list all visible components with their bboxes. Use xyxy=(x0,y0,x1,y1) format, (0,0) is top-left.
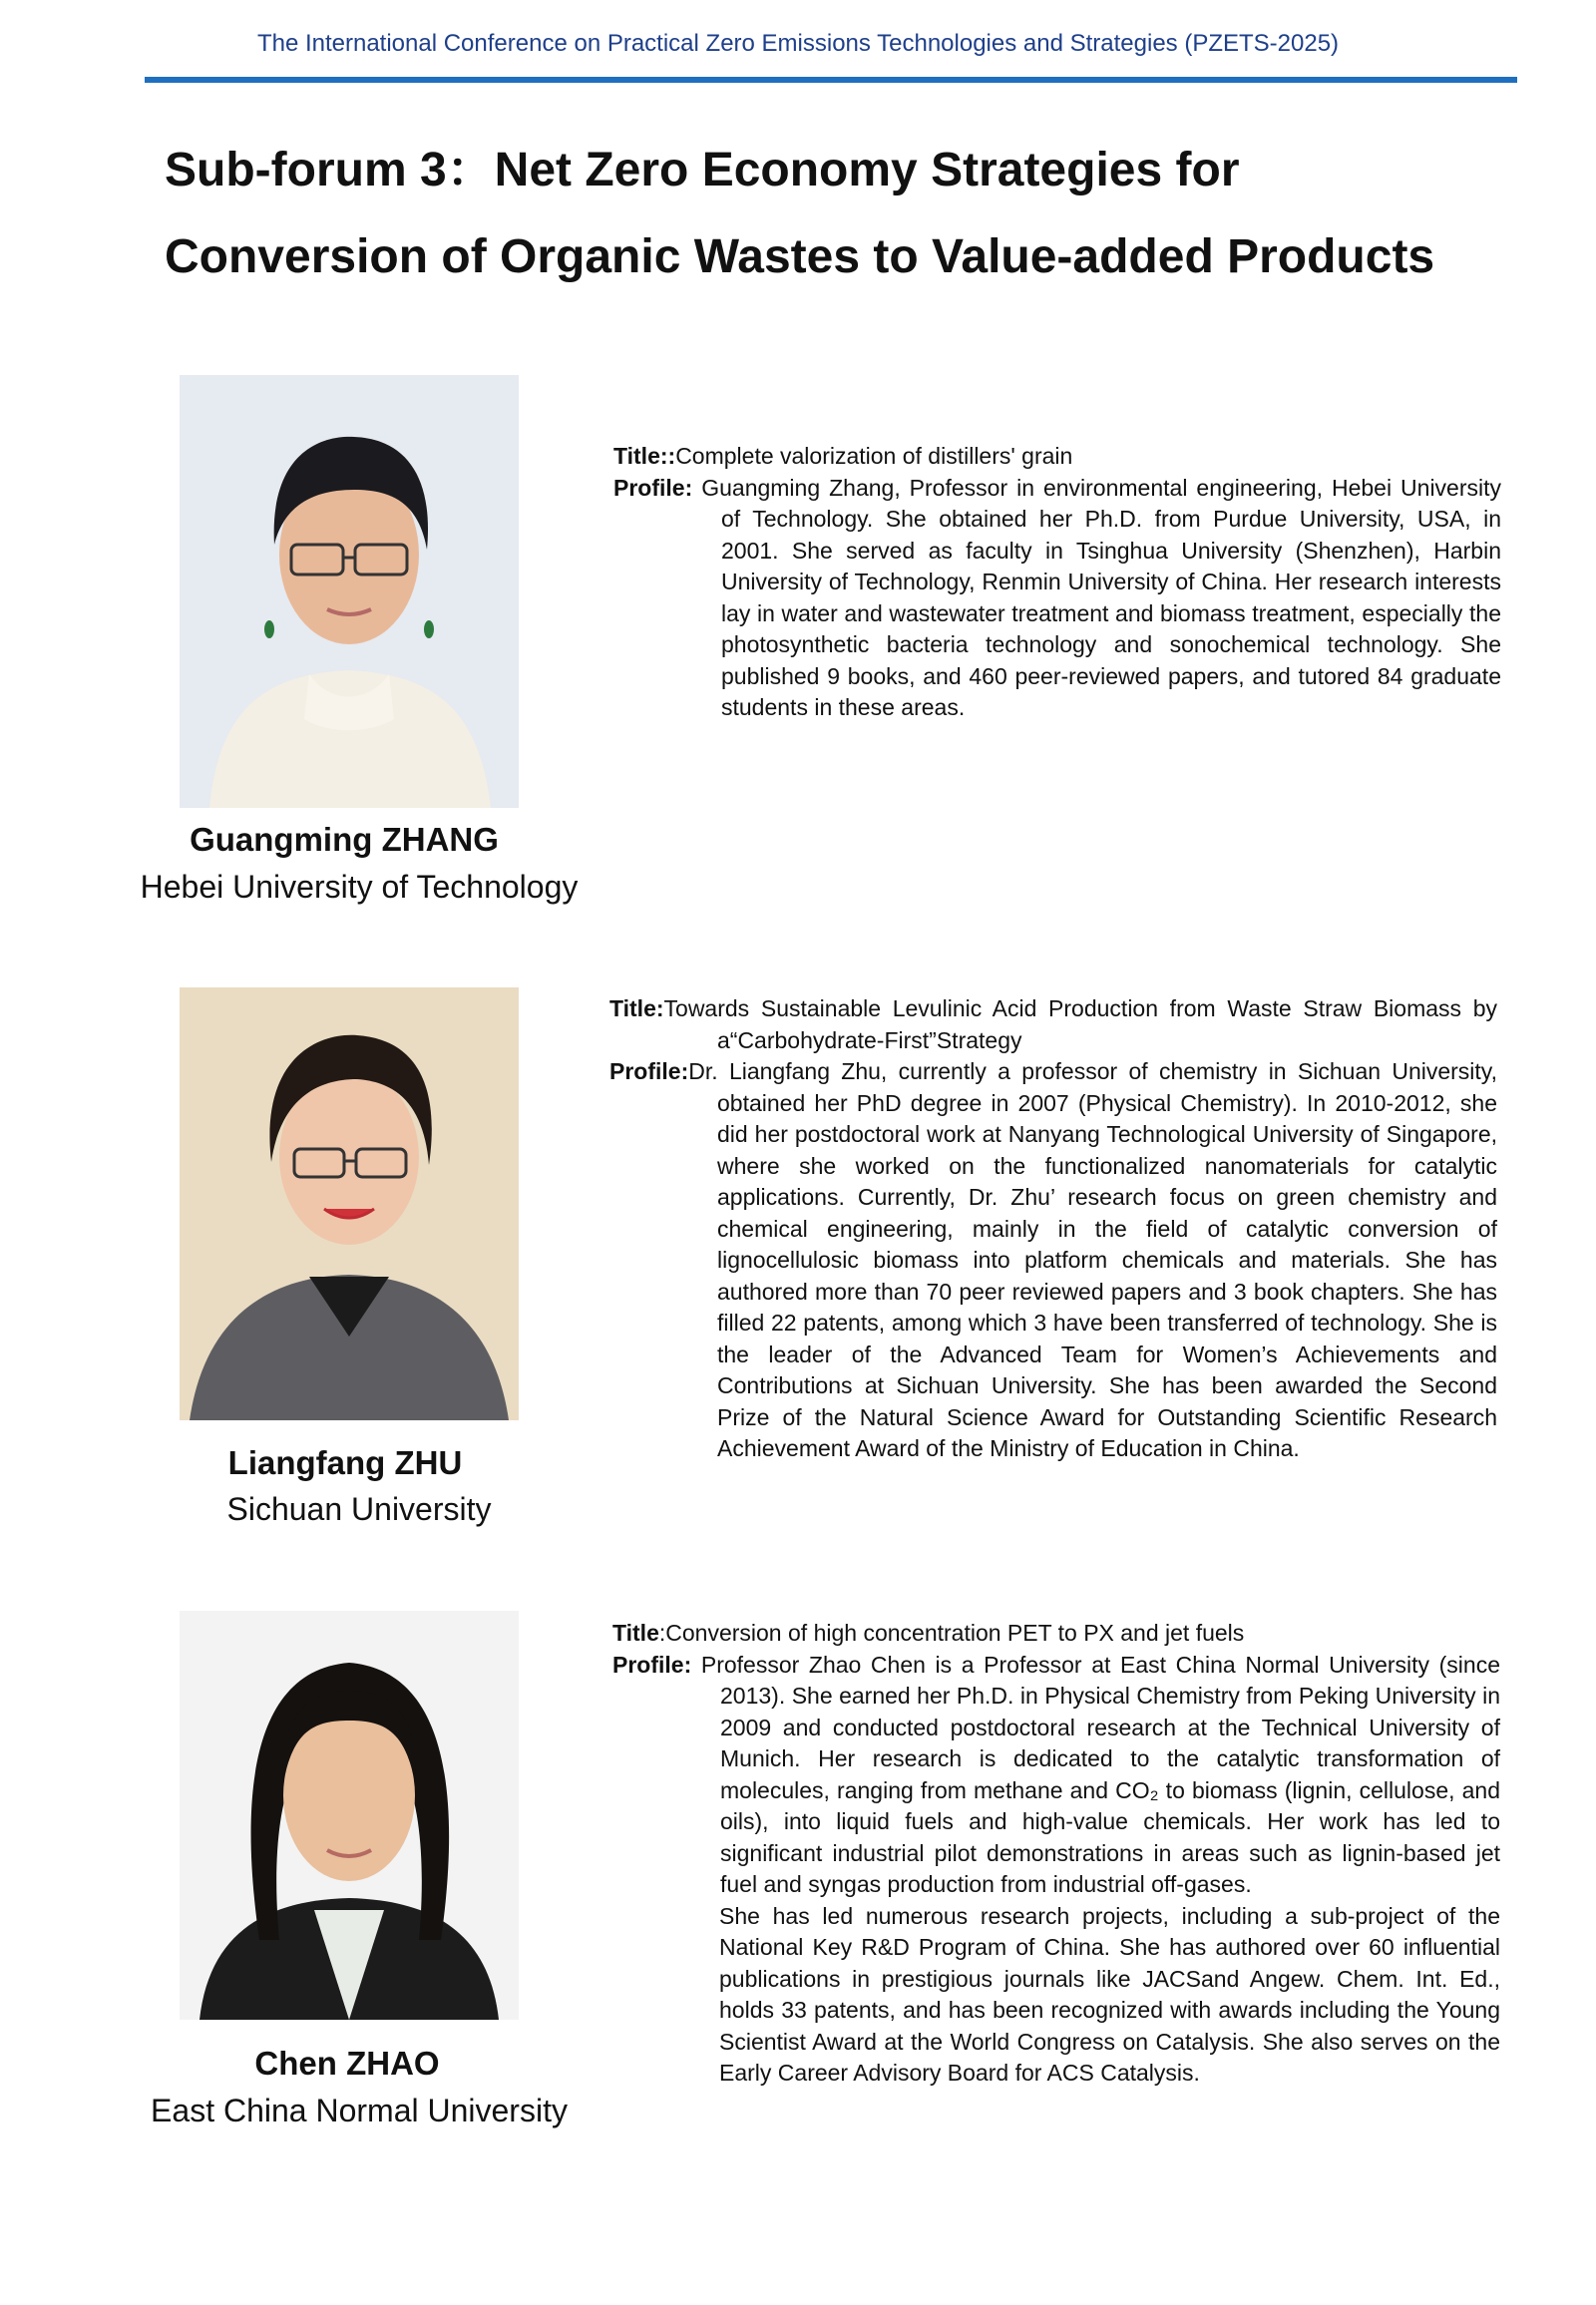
portrait-zhang xyxy=(180,375,519,808)
talk-title-row xyxy=(609,993,1497,1056)
speaker-photo-zhu xyxy=(180,987,519,1420)
speaker-affiliation: Sichuan University xyxy=(226,1491,492,1527)
speaker-name: Liangfang ZHU xyxy=(227,1444,463,1481)
profile-text: Dr. Liangfang Zhu, currently a professor of chemistry in Sichuan University, obtained her PhD degree in 2007 (Physical Chemistry). In 2010-2012, she did her postdoctoral work at Nanyang Technological University of Singapore, where she worked on the functionalized nanomaterials for catalytic applications. Currently, Dr. Zhu’ research focus on green chemistry and chemical engineering, mainly in the field of catalytic conversion of lignocellulosic biomass into platform chemicals and materials. She has authored more than 70 peer reviewed papers and 3 book chapters. She has filled 22 patents, among which 3 have been transferred of technology. She is the leader of the Advanced Team for Women’s Achievements and Contributions at Sichuan University. She has been awarded the Second Prize of the Natural Science Award for Outstanding Scientific Research Achievement Award of the Ministry of Education in China. xyxy=(688,1058,1497,1461)
talk-title-row xyxy=(612,1618,1500,1650)
profile-label: Profile: xyxy=(612,1651,692,1678)
talk-info-zhao xyxy=(612,1618,1500,2090)
profile-label: Profile: xyxy=(609,1058,689,1084)
profile-row xyxy=(612,1650,1500,1901)
speaker-name: Chen ZHAO xyxy=(254,2045,440,2082)
header-rule xyxy=(145,77,1517,83)
profile-label: Profile: xyxy=(613,474,693,501)
talk-info-zhang xyxy=(613,441,1501,724)
profile-text: Professor Zhao Chen is a Professor at East China Normal University (since 2013). She earned her Ph.D. in Physical Chemistry from Peking University in 2009 and conducted postdoctoral research at the Technical University of Munich. Her research is dedicated to the catalytic transformation of molecules, ranging from methane and CO₂ to biomass (lignin, cellulose, and oils), into liquid fuels and high-value chemicals. Her work has led to significant industrial pilot demonstrations in areas such as lignin-based jet fuel and syngas production from industrial off-gases. xyxy=(700,1651,1501,1897)
forum-title-line-2: Conversion of Organic Wastes to Value-added Products xyxy=(165,230,1435,283)
speaker-affiliation: East China Normal University xyxy=(151,2093,568,2128)
profile-row xyxy=(609,1056,1497,1465)
profile-row xyxy=(613,473,1501,724)
speaker-photo-zhang xyxy=(180,375,519,808)
profile-text-continued: She has led numerous research projects, including a sub-project of the National Key R&D Program of China. She has authored over 60 influential publications in prestigious journals like JACSand Angew. Chem. Int. Ed., holds 33 patents, and has been recognized with awards including the Young Scientist Award at the World Congress on Catalysis. She also serves on the Early Career Advisory Board for ACS Catalysis. xyxy=(719,1902,1500,2086)
title-label: Title: xyxy=(609,995,664,1021)
portrait-zhao xyxy=(180,1611,519,2020)
talk-info-zhu xyxy=(609,993,1497,1465)
speaker-name: Guangming ZHANG xyxy=(190,821,499,858)
forum-title-line-1: Sub-forum 3：Net Zero Economy Strategies for xyxy=(165,144,1240,196)
speaker-photo-zhao xyxy=(180,1611,519,2020)
talk-title: Complete valorization of distillers' grain xyxy=(675,443,1073,469)
title-label: Title:: xyxy=(613,443,676,469)
title-label: Title xyxy=(612,1620,659,1646)
talk-title: :Conversion of high concentration PET to PX and jet fuels xyxy=(658,1620,1245,1646)
conference-header: The International Conference on Practical Zero Emissions Technologies and Strategies (PZETS-2025) xyxy=(256,30,1340,57)
profile-text: Guangming Zhang, Professor in environmental engineering, Hebei University of Technology. She obtained her Ph.D. from Purdue University, USA, in 2001. She served as faculty in Tsinghua University (Shenzhen), Harbin University of Technology, Renmin University of China. Her research interests lay in water and wastewater treatment and biomass treatment, especially the photosynthetic bacteria technology and sonochemical technology. She published 9 books, and 460 peer-reviewed papers, and tutored 84 graduate students in these areas. xyxy=(701,474,1502,720)
speaker-affiliation: Hebei University of Technology xyxy=(140,869,579,905)
talk-title-row xyxy=(613,441,1501,473)
talk-title: Towards Sustainable Levulinic Acid Production from Waste Straw Biomass by a“Carbohydrate-First”Strategy xyxy=(663,995,1497,1053)
portrait-zhu xyxy=(180,987,519,1420)
